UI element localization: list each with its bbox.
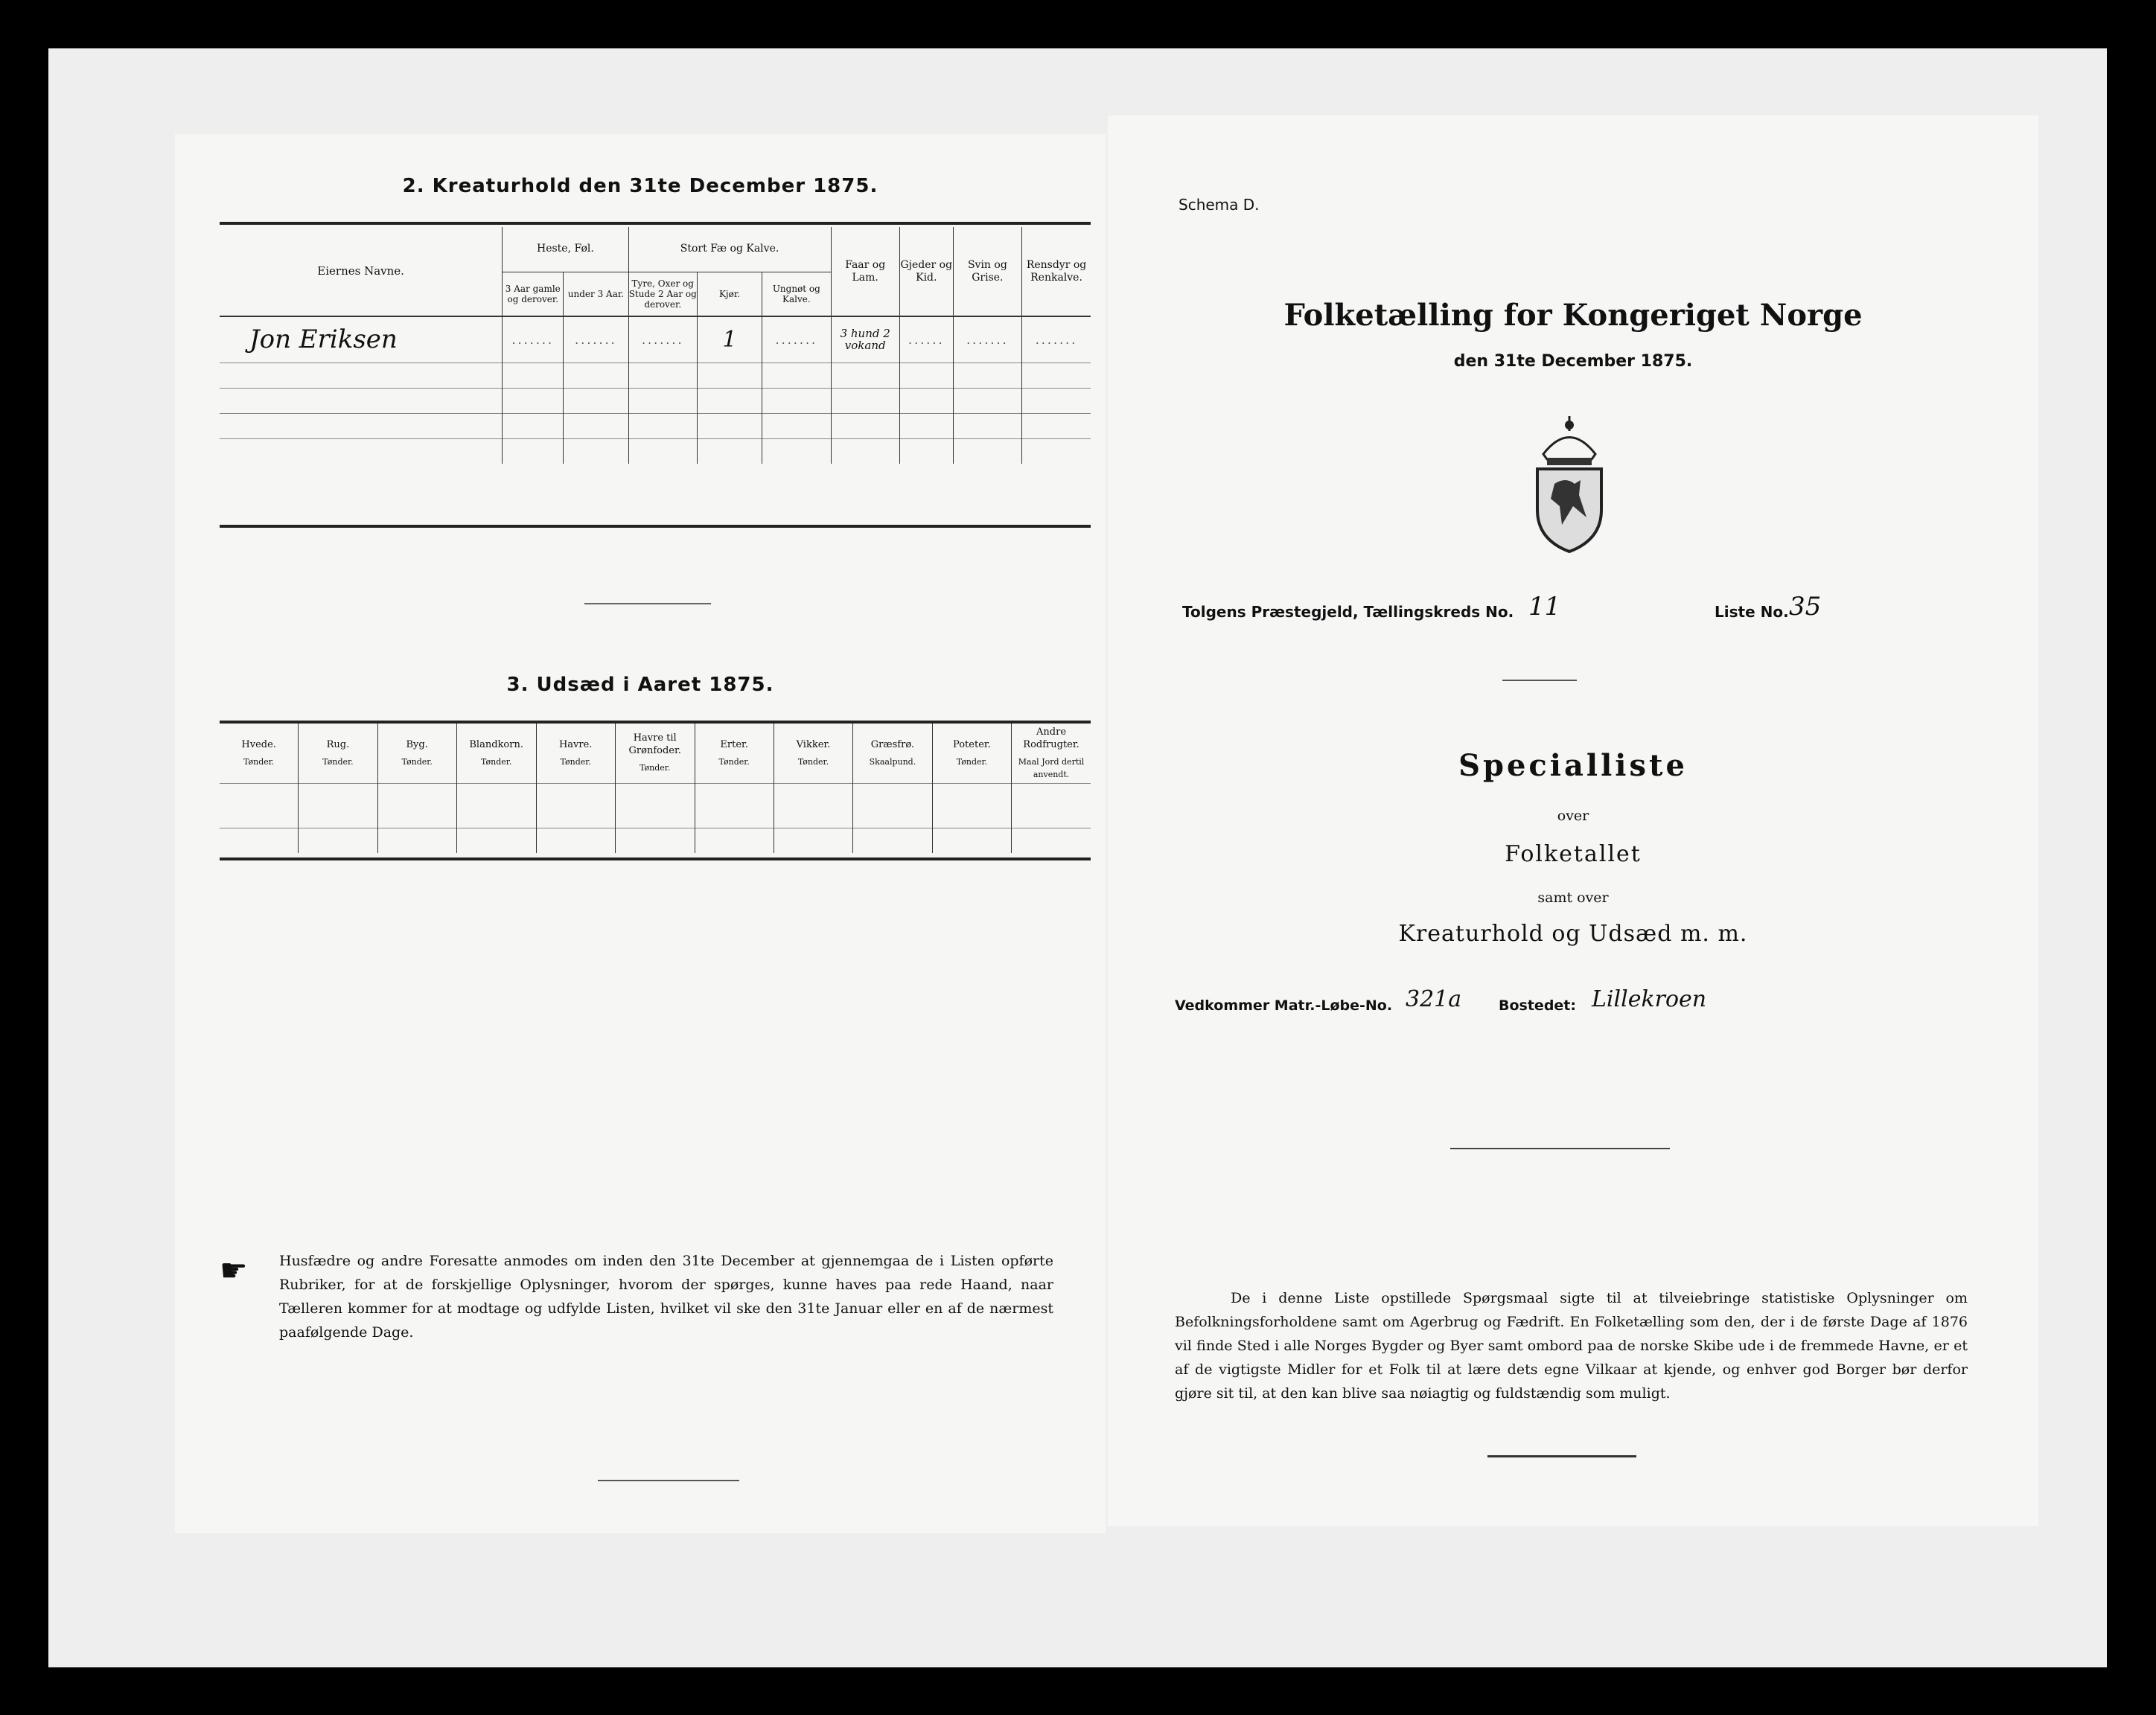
sowing-cell — [456, 783, 536, 828]
sowing-cell — [377, 783, 456, 828]
sheep-header: Faar og Lam. — [831, 227, 899, 316]
sowing-column-name: Andre Rodfrugter. — [1023, 726, 1079, 750]
owner-name: Jon Eriksen — [249, 325, 398, 355]
sowing-column-unit: Tønder. — [718, 756, 750, 767]
sowing-column-unit: Skaalpund. — [869, 756, 916, 767]
main-title: Folketælling for Kongeriget Norge — [1283, 298, 1863, 333]
table-row — [220, 363, 1091, 388]
sowing-column-header — [536, 724, 615, 783]
sowing-column-unit: Tønder. — [956, 756, 988, 767]
sowing-table — [220, 724, 1091, 853]
bosted-value: Lillekroen — [1592, 986, 1707, 1012]
table-row — [220, 413, 1091, 438]
district-number: 11 — [1528, 592, 1561, 622]
rule — [220, 858, 1091, 860]
list-label: Liste No. — [1715, 603, 1789, 621]
right-page — [1108, 115, 2038, 1526]
sowing-cell — [853, 783, 933, 828]
separator — [584, 603, 711, 604]
over-text: over — [1557, 808, 1589, 824]
sheep-count: 3 hund 2 vokand — [840, 326, 890, 352]
sowing-column-unit: Tønder. — [401, 756, 433, 767]
table-row — [220, 438, 1091, 464]
sowing-column-name: Havre. — [558, 738, 593, 750]
cattle-header: Stort Fæ og Kalve. — [628, 227, 831, 272]
sowing-cell — [774, 828, 852, 853]
sowing-column-header — [220, 724, 299, 783]
sowing-column-name: Hvede. — [241, 738, 276, 750]
sowing-cell — [220, 783, 299, 828]
folketallet-text: Folketallet — [1505, 841, 1642, 867]
reindeer-header: Rensdyr og Renkalve. — [1022, 227, 1091, 316]
sowing-column-unit: Tønder. — [481, 756, 512, 767]
sowing-cell — [1012, 828, 1091, 853]
sowing-cell — [456, 828, 536, 853]
dotted-leader: ....... — [641, 332, 684, 347]
sowing-column-name: Erter. — [720, 738, 748, 750]
separator — [598, 1480, 739, 1481]
dotted-leader: ....... — [775, 332, 818, 347]
list-number: 35 — [1789, 592, 1822, 622]
sowing-cell — [615, 783, 695, 828]
sowing-cell — [1012, 783, 1091, 828]
dotted-leader: ...... — [908, 332, 945, 347]
parish-label: Tolgens Præstegjeld, Tællingskreds No. — [1182, 603, 1514, 621]
sowing-cell — [220, 828, 299, 853]
sowing-cell — [299, 783, 377, 828]
sowing-cell — [932, 828, 1011, 853]
horses-header: Heste, Føl. — [503, 227, 628, 272]
table-row — [220, 828, 1091, 853]
dotted-leader: ....... — [1035, 332, 1078, 347]
sowing-column-name: Byg. — [406, 738, 428, 750]
table-row — [220, 388, 1091, 413]
sowing-column-header — [456, 724, 536, 783]
cattle-a-header: Tyre, Oxer og Stude 2 Aar og derover. — [628, 272, 697, 316]
sowing-column-name: Poteter. — [953, 738, 991, 750]
sowing-column-name: Græsfrø. — [870, 738, 915, 750]
rule — [220, 222, 1091, 225]
owner-header: Eiernes Navne. — [317, 264, 404, 278]
sowing-column-unit: Tønder. — [322, 756, 354, 767]
sowing-column-header — [695, 724, 774, 783]
separator — [1487, 1455, 1636, 1457]
explanatory-paragraph: De i denne Liste opstillede Spørgsmaal sigte til at tilveiebringe statistiske Oplysninger om Befolkningsforholdene samt om Agerbrug og Fædrift. En Folketælling som den, der i de første Dage af 1876 vil finde Sted i alle Norges Bygder og Byer samt ombord paa de norske Skibe ude i de fremmede Havne, er et af de vigtigste Midler for et Folk til at lære dets egne Vilkaar at kjende, og enhver god Borger bør derfor gjøre sit til, at den kan blive saa nøiagtig og fuldstændig som muligt. — [1175, 1290, 1968, 1402]
sowing-cell — [853, 828, 933, 853]
section3-title: 3. Udsæd i Aaret 1875. — [506, 674, 774, 696]
sowing-column-header — [299, 724, 377, 783]
sowing-cell — [932, 783, 1011, 828]
matr-label: Vedkommer Matr.-Løbe-No. — [1175, 997, 1393, 1014]
coat-of-arms-icon — [1521, 413, 1618, 555]
sowing-column-name: Rug. — [326, 738, 350, 750]
dotted-leader: ....... — [966, 332, 1009, 347]
pigs-header: Svin og Grise. — [953, 227, 1021, 316]
cattle-c-header: Ungnøt og Kalve. — [762, 272, 831, 316]
sowing-column-unit: Tønder. — [640, 763, 671, 773]
livestock-table — [220, 227, 1091, 464]
sowing-column-header — [1012, 724, 1091, 783]
census-date: den 31te December 1875. — [1453, 352, 1693, 371]
kreaturhold-text: Kreaturhold og Udsæd m. m. — [1398, 921, 1748, 947]
sowing-column-header — [932, 724, 1011, 783]
dotted-leader: ....... — [575, 332, 617, 347]
sowing-column-header — [615, 724, 695, 783]
dotted-leader: ....... — [511, 332, 555, 347]
table-row — [220, 783, 1091, 828]
sowing-column-name: Blandkorn. — [469, 738, 523, 750]
sowing-column-name: Havre til Grønfoder. — [628, 732, 681, 757]
bosted-label: Bostedet: — [1499, 997, 1576, 1014]
goats-header: Gjeder og Kid. — [899, 227, 953, 316]
sowing-column-unit: Tønder. — [797, 756, 829, 767]
sowing-column-header — [377, 724, 456, 783]
separator — [1450, 1148, 1670, 1149]
sowing-cell — [695, 828, 774, 853]
matr-number: 321a — [1406, 986, 1462, 1012]
sowing-cell — [615, 828, 695, 853]
sowing-column-unit: Maal Jord dertil anvendt. — [1018, 756, 1085, 779]
left-page — [175, 134, 1106, 1533]
rule — [220, 525, 1091, 528]
specialliste-heading: Specialliste — [1458, 748, 1688, 783]
schema-label: Schema D. — [1179, 196, 1260, 214]
sowing-cell — [695, 783, 774, 828]
sowing-column-unit: Tønder. — [243, 756, 275, 767]
sowing-column-unit: Tønder. — [560, 756, 591, 767]
sowing-cell — [774, 783, 852, 828]
sowing-cell — [536, 828, 615, 853]
samt-over-text: samt over — [1537, 890, 1609, 906]
horses-b-header: under 3 Aar. — [564, 272, 628, 316]
sowing-cell — [536, 783, 615, 828]
table-row — [220, 316, 1091, 363]
cattle-b-header: Kjør. — [697, 272, 762, 316]
section2-title: 2. Kreaturhold den 31te December 1875. — [402, 175, 878, 197]
sowing-cell — [377, 828, 456, 853]
horses-a-header: 3 Aar gamle og derover. — [503, 272, 564, 316]
cows-count: 1 — [722, 326, 737, 353]
separator — [1502, 680, 1577, 681]
sowing-column-header — [853, 724, 933, 783]
sowing-column-name: Vikker. — [796, 738, 831, 750]
notice-text: Husfædre og andre Foresatte anmodes om inden den 31te December at gjennemgaa de i Listen opførte Rubriker, for at de forskjellige Oplysninger, hvorom der spørges, kunne haves paa rede Haand, naar Tælleren kommer for at modtage og udfylde Listen, hvilket vil ske den 31te Januar eller en af de nærmest paafølgende Dage. — [279, 1253, 1053, 1341]
sowing-cell — [299, 828, 377, 853]
pointing-hand-icon: ☛ — [220, 1252, 248, 1288]
sowing-column-header — [774, 724, 852, 783]
